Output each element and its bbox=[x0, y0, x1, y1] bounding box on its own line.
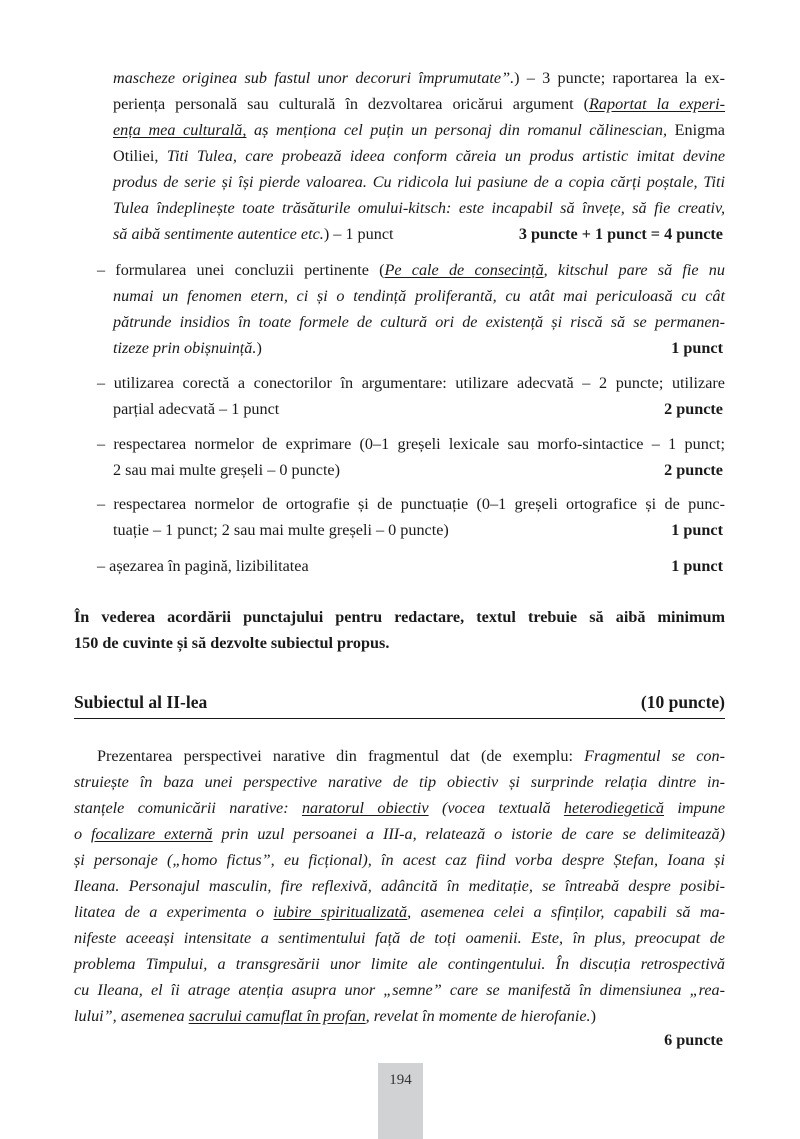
block1-line-3 bbox=[113, 118, 725, 142]
block2-line-1 bbox=[97, 258, 725, 282]
text: ) – 1 punct bbox=[323, 225, 394, 243]
page-number: 194 bbox=[389, 1072, 412, 1088]
section-heading bbox=[74, 692, 725, 719]
text-italic: aș menționa cel puțin un personaj din romanul călinescian, bbox=[246, 121, 675, 139]
text-italic: lului”, asemenea bbox=[74, 1007, 189, 1025]
text-italic: , revelat în momente de hierofanie. bbox=[365, 1007, 591, 1025]
block2-line-2: numai un fenomen etern, ci și o tendință proliferantă, cu atât mai periculoasă cu cât bbox=[113, 287, 725, 305]
block5-line-2: tuație – 1 punct; 2 sau mai multe greșeli – 0 puncte) bbox=[113, 521, 449, 539]
block1-line-7 bbox=[113, 222, 394, 246]
block1-line-6: Tulea îndeplinește toate trăsăturile omului-kitsch: este incapabil să învețe, să fie creativ, bbox=[113, 199, 725, 217]
text-italic: Fragmentul se con- bbox=[584, 747, 725, 765]
block3-score: 2 puncte bbox=[664, 400, 723, 418]
block6-score: 1 punct bbox=[671, 557, 723, 575]
block1-line-2 bbox=[113, 92, 725, 116]
para-line-11 bbox=[74, 1004, 596, 1028]
block2-score: 1 punct bbox=[671, 339, 723, 357]
text: ) – 3 puncte; raportarea la ex- bbox=[514, 69, 725, 87]
section-points: (10 puncte) bbox=[640, 692, 725, 712]
text-italic: prin uzul persoanei a III-a, relatează o istorie de care se delimitează) bbox=[212, 825, 725, 843]
para-line-6: Ileana. Personajul masculin, fire reflexivă, adâncită în meditație, se întreabă despre posibi- bbox=[74, 877, 725, 895]
block2-line-3: pătrunde insidios în toate formele de cultură ori de existență și riscă să se permanen- bbox=[113, 313, 725, 331]
para-line-4 bbox=[74, 822, 725, 846]
block5-line-1: – respectarea normelor de ortografie și de punctuație (0–1 greșeli ortografice și de punc- bbox=[97, 495, 725, 513]
block4-score: 2 puncte bbox=[664, 461, 723, 479]
block6-line-1: – așezarea în pagină, lizibilitatea bbox=[97, 557, 309, 575]
text: Enigma bbox=[674, 121, 725, 139]
underlined-text: Raportat la experi- bbox=[589, 95, 725, 113]
text: periența personală sau culturală în dezvoltarea oricărui argument ( bbox=[113, 95, 590, 113]
block4-line-1: – respectarea normelor de exprimare (0–1 greșeli lexicale sau morfo-sintactice – 1 punct; bbox=[97, 435, 725, 453]
block1-line-4 bbox=[113, 144, 725, 168]
text: ) bbox=[590, 1007, 596, 1025]
underlined-text: naratorul obiectiv bbox=[301, 799, 429, 817]
text: – formularea unei concluzii pertinente ( bbox=[97, 261, 385, 279]
text-italic: stanțele comunicării narative: bbox=[74, 799, 302, 817]
para-line-5: și personaje („homo fictus”, eu ficțional), în acest caz fiind vorba despre Ștefan, Ioana și bbox=[74, 851, 725, 869]
text-italic: impune bbox=[664, 799, 725, 817]
underlined-text: sacrului camuflat în profan bbox=[188, 1007, 366, 1025]
note-line-2: 150 de cuvinte și să dezvolte subiectul propus. bbox=[74, 634, 390, 652]
para-line-7 bbox=[74, 900, 725, 924]
text-italic: să aibă sentimente autentice etc. bbox=[113, 225, 324, 243]
underlined-text: heterodiegetică bbox=[563, 799, 664, 817]
underlined-text: ența mea culturală, bbox=[113, 121, 247, 139]
block3-line-1: – utilizarea corectă a conectorilor în argumentare: utilizare adecvată – 2 puncte; utilizare bbox=[97, 374, 725, 392]
text: , bbox=[154, 147, 167, 165]
text-italic: litatea de a experimenta o bbox=[74, 903, 274, 921]
text-italic: Titi Tulea, care probează ideea conform căreia un produs artistic imitat devine bbox=[166, 147, 726, 165]
text-italic: tizeze prin obișnuință. bbox=[113, 339, 257, 357]
text: ) bbox=[256, 339, 262, 357]
para-line-9: problema Timpului, a transgresării unor limite ale contingentului. În discuția retrospectivă bbox=[74, 955, 725, 973]
para-line-2: struiește în baza unei perspective narative de tip obiectiv și surprinde relația dintre in- bbox=[74, 773, 725, 791]
para-line-8: nifeste aceeași intensitate a sentimentului față de toți oamenii. Este, în plus, preocupat de bbox=[74, 929, 725, 947]
underlined-text: iubire spiritualizată bbox=[273, 903, 408, 921]
text: Otiliei bbox=[113, 147, 155, 165]
text-italic: o bbox=[74, 825, 91, 843]
block2-line-4 bbox=[113, 336, 262, 360]
text: Prezentarea perspectivei narative din fragmentul dat (de exemplu: bbox=[97, 747, 585, 765]
para-score: 6 puncte bbox=[664, 1031, 723, 1049]
underlined-text: focalizare externă bbox=[91, 825, 213, 843]
underlined-text: Pe cale de consecință bbox=[384, 261, 544, 279]
block3-line-2: parțial adecvată – 1 punct bbox=[113, 400, 280, 418]
text-italic: (vocea textuală bbox=[428, 799, 564, 817]
para-line-10: cu Ileana, el îi atrage atenția asupra unor „semne” care se manifestă în dimensiunea „rea- bbox=[74, 981, 725, 999]
block4-line-2: 2 sau mai multe greșeli – 0 puncte) bbox=[113, 461, 341, 479]
block1-line-5: produs de serie și își pierde valoarea. Cu ridicola lui pasiune de a copia cărți poștale, Titi bbox=[113, 173, 725, 191]
text-italic: mascheze originea sub fastul unor decoruri împrumutate”. bbox=[113, 69, 515, 87]
note-line-1: În vederea acordării punctajului pentru redactare, textul trebuie să aibă minimum bbox=[74, 608, 725, 626]
block1-line-1 bbox=[113, 66, 725, 90]
para-line-1 bbox=[97, 744, 725, 768]
block1-score: 3 puncte + 1 punct = 4 puncte bbox=[518, 225, 723, 243]
text-italic: , asemenea celei a sfinților, capabili să ma- bbox=[407, 903, 725, 921]
para-line-3 bbox=[74, 796, 725, 820]
text-italic: , kitschul pare să fie nu bbox=[543, 261, 725, 279]
section-title: Subiectul al II-lea bbox=[74, 692, 208, 712]
block5-score: 1 punct bbox=[671, 521, 723, 539]
